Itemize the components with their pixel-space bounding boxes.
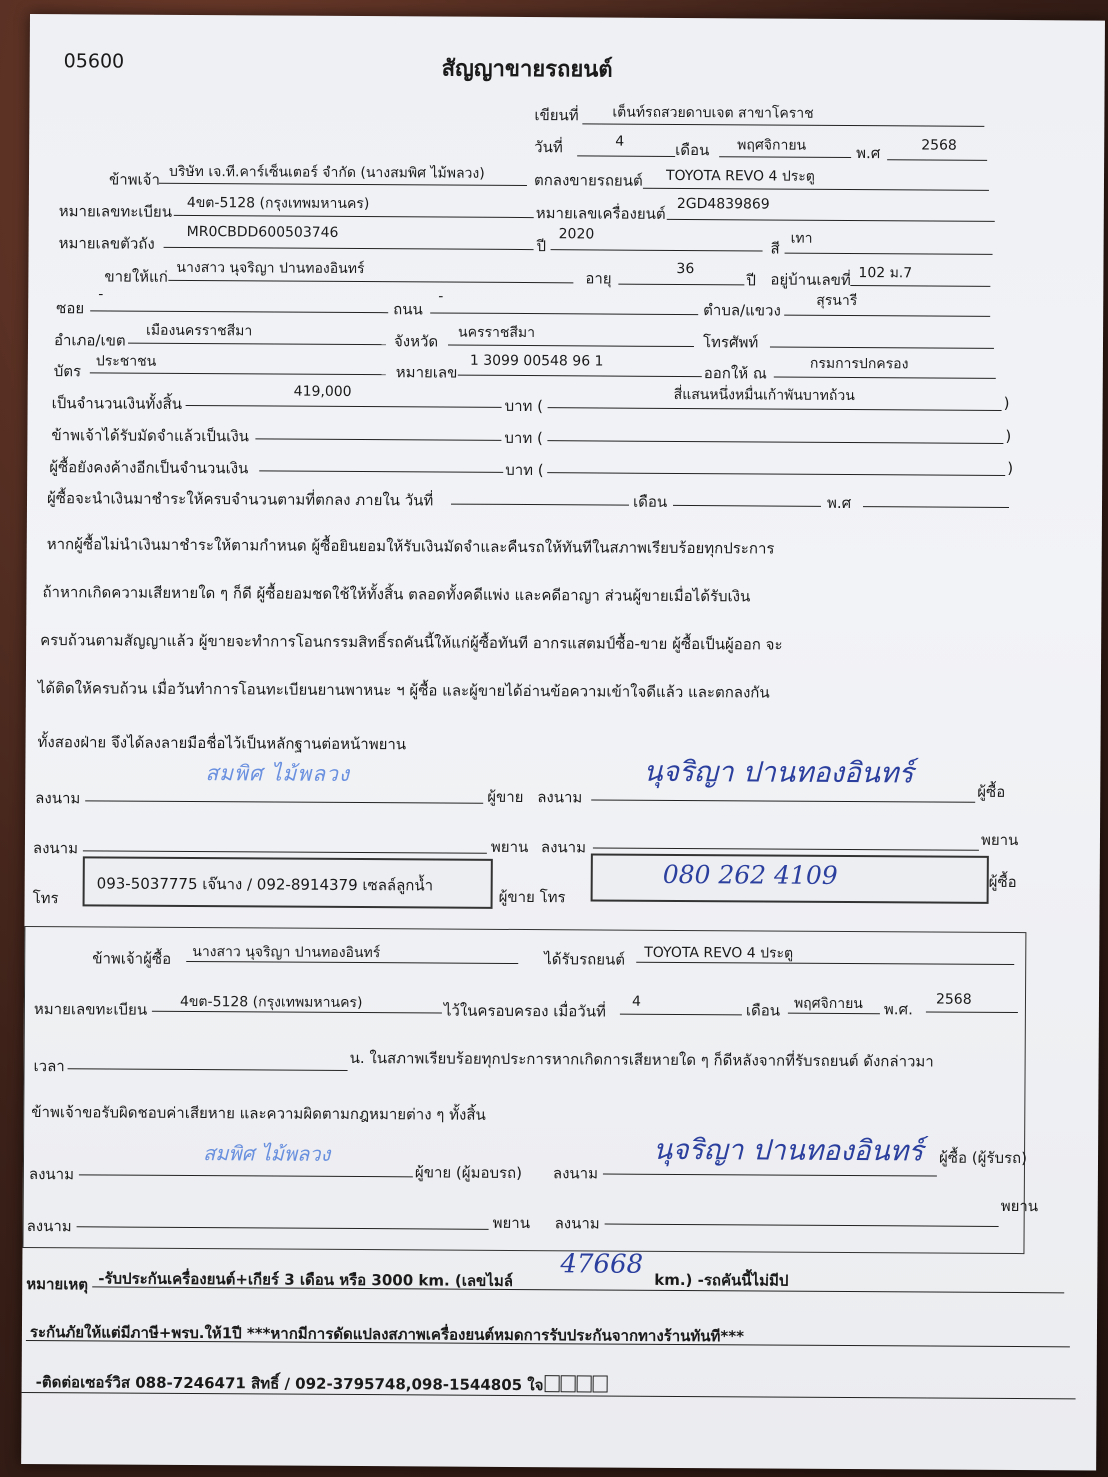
terms-line-1: หากผู้ซื้อไม่นำเงินมาชำระให้ตามกำหนด ผู้ซื้อยินยอมให้รับเงินมัดจำและคืนรถให้ทันทีในสภาพเรียบร้อยทุกประการ xyxy=(46,535,775,558)
buyer-name: นางสาว นุจริญา ปานทองอินทร์ xyxy=(176,259,365,278)
date-year: 2568 xyxy=(921,137,957,154)
date-day: 4 xyxy=(615,133,625,150)
house-value: 102 ม.7 xyxy=(858,265,913,282)
receipt-month: พฤศจิกายน xyxy=(793,995,863,1013)
chassis-value: MR0CBDD600503746 xyxy=(186,223,339,241)
road-value: - xyxy=(438,288,444,305)
document-title: สัญญาขายรถยนต์ xyxy=(441,56,613,83)
time-label: เวลา xyxy=(33,1057,65,1076)
terms-line-5: ทั้งสองฝ่าย จึงได้ลงลายมือชื่อไว้เป็นหลักฐานต่อหน้าพยาน xyxy=(37,733,407,754)
receipt-witness2-label: พยาน xyxy=(1000,1196,1039,1216)
seller-label: ข้าพเจ้า xyxy=(108,170,160,189)
witness1-sign-label: ลงนาม xyxy=(32,839,79,858)
buyer-sign-label: ลงนาม xyxy=(537,788,583,807)
buyer-role-label: ผู้ซื้อ xyxy=(977,782,1006,801)
total-close-paren: ) xyxy=(1003,393,1010,412)
seller-phone-box xyxy=(83,856,493,909)
total-value: 419,000 xyxy=(293,383,352,400)
subdistrict-value: สุรนารี xyxy=(816,292,858,310)
color-value: เทา xyxy=(790,230,813,247)
province-label: จังหวัด xyxy=(393,332,439,351)
sell-to-label: ขายให้แก่ xyxy=(104,267,168,286)
color-label: สี xyxy=(770,239,780,258)
soi-value: - xyxy=(98,286,104,303)
district-label: อำเภอ/เขต xyxy=(53,331,126,350)
receipt-seller-stamp: สมพิศ ไม้พลวง xyxy=(202,1141,331,1166)
seller-name: บริษัท เจ.ที.คาร์เซ็นเตอร์ จำกัด (นางสมพิศ ไม้พลวง) xyxy=(168,163,485,182)
seller-phone-label: ผู้ขาย โทร xyxy=(498,887,566,907)
box-glyph xyxy=(544,1375,559,1392)
deposit-baht-label: บาท ( xyxy=(504,428,543,448)
plate-label: หมายเลขทะเบียน xyxy=(58,202,173,221)
receipt-witness1-sign-label: ลงนาม xyxy=(26,1217,72,1236)
buyer-phone-box xyxy=(591,853,989,903)
remarks-mileage: 47668 xyxy=(560,1249,644,1280)
seller-car: TOYOTA REVO 4 ประตู xyxy=(665,167,815,185)
deposit-close-paren: ) xyxy=(1005,426,1012,446)
box-glyph xyxy=(576,1375,591,1392)
total-label: เป็นจำนวนเงินทั้งสิ้น xyxy=(51,394,183,413)
terms-line-3: ครบถ้วนตามสัญญาแล้ว ผู้ขายจะทำการโอนกรรมสิทธิ์รถคันนี้ให้แก่ผู้ซื้อทันที อากรแสตมป์ซื้อ-ขาย ผู้ซื้อเป็นผู้ออก จะ xyxy=(40,631,783,654)
remaining-label: ผู้ซื้อยังคงค้างอีกเป็นจำนวนเงิน xyxy=(49,458,249,478)
date-label: วันที่ xyxy=(534,138,563,157)
chassis-label: หมายเลขตัวถัง xyxy=(58,234,155,253)
witness1-label: พยาน xyxy=(490,837,529,857)
witness2-label: พยาน xyxy=(980,830,1019,850)
card-label: บัตร xyxy=(53,362,82,381)
buyer-receiver-label: ผู้ซื้อ (ผู้รับรถ) xyxy=(938,1148,1028,1168)
seller-giver-label: ผู้ขาย (ผู้มอบรถ) xyxy=(414,1163,523,1183)
receipt-buyer-label: ข้าพเจ้าผู้ซื้อ xyxy=(92,949,172,968)
year-label: พ.ศ xyxy=(856,144,881,163)
buyer-phone-value: 080 262 4109 xyxy=(662,859,838,890)
agree-sell-label: ตกลงขายรถยนต์ xyxy=(533,171,643,190)
date-month: พฤศจิกายน xyxy=(737,137,807,154)
remarks-line-1a: -รับประกันเครื่องยนต์+เกียร์ 3 เดือน หรือ 3000 km. (เลขไมล์ xyxy=(98,1269,514,1290)
terms-line-2: ถ้าหากเกิดความเสียหายใด ๆ ก็ดี ผู้ซื้อยอมชดใช้ให้ทั้งสิ้น ตลอดทั้งคดีแพ่ง และคดีอาญา ส่วนผู้ขายเมื่อได้รับเงิน xyxy=(42,583,751,606)
issued-value: กรมการปกครอง xyxy=(809,355,909,373)
age-label: อายุ xyxy=(585,269,612,288)
remaining-baht-label: บาท ( xyxy=(505,460,544,480)
possession-label: ไว้ในครอบครอง เมื่อวันที่ xyxy=(443,1001,606,1021)
receipt-buyer-sign-label: ลงนาม xyxy=(552,1164,599,1183)
buyer-phone-role-label: ผู้ซื้อ xyxy=(988,872,1017,892)
receipt-seller-sign-label: ลงนาม xyxy=(28,1165,75,1184)
issued-label: ออกให้ ณ xyxy=(703,364,767,383)
due-label: ผู้ซื้อจะนำเงินมาชำระให้ครบจำนวนตามที่ตกลง ภายใน วันที่ xyxy=(46,489,434,510)
remarks-line-2: ระกันภัยให้แต่มีภาษี+พรบ.ให้1ปี ***หากมีการดัดแปลงสภาพเครื่องยนต์หมดการรับประกันจากทางร้านทันที*** xyxy=(29,1323,745,1346)
vehicle-year-label: ปี xyxy=(536,237,547,256)
plate-value: 4ขต-5128 (กรุงเทพมหานคร) xyxy=(186,194,370,213)
receipt-witness1-label: พยาน xyxy=(492,1213,531,1233)
engine-label: หมายเลขเครื่องยนต์ xyxy=(535,204,666,223)
receipt-plate-label: หมายเลขทะเบียน xyxy=(33,1000,148,1019)
receipt-buyer-name: นางสาว นุจริญา ปานทองอินทร์ xyxy=(192,944,381,962)
seller-stamp-signature: สมพิศ ไม้พลวง xyxy=(205,761,351,786)
remarks-label: หมายเหตุ xyxy=(26,1275,89,1294)
total-words: สี่แสนหนึ่งหมื่นเก้าพันบาทถ้วน xyxy=(673,386,855,405)
contract-paper xyxy=(21,14,1105,1471)
id-number-label: หมายเลข xyxy=(395,363,458,382)
phone-label: โทรศัพท์ xyxy=(702,333,759,352)
phone-row-label: โทร xyxy=(32,889,59,908)
house-label: อยู่บ้านเลขที่ xyxy=(770,270,851,290)
subdistrict-label: ตำบล/แขวง xyxy=(703,301,781,320)
province-value: นครราชสีมา xyxy=(458,324,536,342)
received-car-value: TOYOTA REVO 4 ประตู xyxy=(644,944,794,962)
deposit-label: ข้าพเจ้าได้รับมัดจำแล้วเป็นเงิน xyxy=(51,426,249,446)
receipt-year: 2568 xyxy=(935,991,972,1008)
receipt-witness2-sign-label: ลงนาม xyxy=(554,1214,600,1233)
receipt-plate-value: 4ขต-5128 (กรุงเทพมหานคร) xyxy=(179,993,363,1012)
responsibility-text: ข้าพเจ้าขอรับผิดชอบค่าเสียหาย และความผิดตามกฎหมายต่าง ๆ ทั้งสิ้น xyxy=(31,1103,486,1124)
seller-role-label: ผู้ขาย xyxy=(487,787,524,807)
box-glyph xyxy=(592,1375,607,1392)
written-at-value: เต็นท์รถสวยดาบเจต สาขาโคราช xyxy=(612,104,814,122)
witness2-sign-label: ลงนาม xyxy=(540,838,587,857)
remarks-line-3-text: -ติดต่อเซอร์วิส 088-7246471 สิทธิ์ / 092-3795748,098-1544805 ใจ xyxy=(35,1373,544,1395)
due-year-label: พ.ศ xyxy=(826,493,852,513)
received-car-label: ได้รับรถยนต์ xyxy=(544,950,626,969)
remarks-line-3 xyxy=(36,1370,608,1397)
remarks-line-1b: km.) -รถคันนี้ไม่มีป xyxy=(654,1270,789,1290)
condition-text: น. ในสภาพเรียบร้อยทุกประการหากเกิดการเสียหายใด ๆ ก็ดีหลังจากที่รับรถยนต์ ดังกล่าวมา xyxy=(349,1048,934,1071)
seller-sign-label: ลงนาม xyxy=(35,789,81,808)
seller-phone-value: 093-5037775 เจ๊นาง / 092-8914379 เซลล์ลูกน้ำ xyxy=(96,874,434,895)
due-month-label: เดือน xyxy=(632,492,668,511)
age-unit: ปี xyxy=(746,271,756,290)
remaining-close-paren: ) xyxy=(1007,458,1014,478)
receipt-month-label: เดือน xyxy=(745,1001,781,1020)
receipt-year-label: พ.ศ. xyxy=(883,1000,913,1019)
total-baht-label: บาท ( xyxy=(504,396,544,416)
soi-label: ซอย xyxy=(56,299,85,318)
receipt-day: 4 xyxy=(631,993,641,1010)
receipt-section xyxy=(22,926,1026,1254)
id-number-value: 1 3099 00548 96 1 xyxy=(469,352,604,370)
document-number: 05600 xyxy=(63,50,125,73)
receipt-buyer-signature: นุจริญา ปานทองอินทร์ xyxy=(652,1132,924,1168)
district-value: เมืองนครราชสีมา xyxy=(146,322,253,340)
vehicle-year-value: 2020 xyxy=(558,226,595,243)
terms-line-4: ได้ติดให้ครบถ้วน เมื่อวันทำการโอนทะเบียนยานพาหนะ ฯ ผู้ซื้อ และผู้ขายได้อ่านข้อความเข้าใจดีแล้ว และตกลงกัน xyxy=(37,679,770,702)
age-value: 36 xyxy=(676,260,695,278)
engine-value: 2GD4839869 xyxy=(676,195,770,213)
month-label: เดือน xyxy=(675,140,710,160)
road-label: ถนน xyxy=(393,300,423,319)
box-glyph xyxy=(560,1375,575,1392)
buyer-handwritten-signature: นุจริญา ปานทองอินทร์ xyxy=(643,754,914,790)
card-value: ประชาชน xyxy=(95,353,157,370)
written-at-label: เขียนที่ xyxy=(534,106,579,125)
